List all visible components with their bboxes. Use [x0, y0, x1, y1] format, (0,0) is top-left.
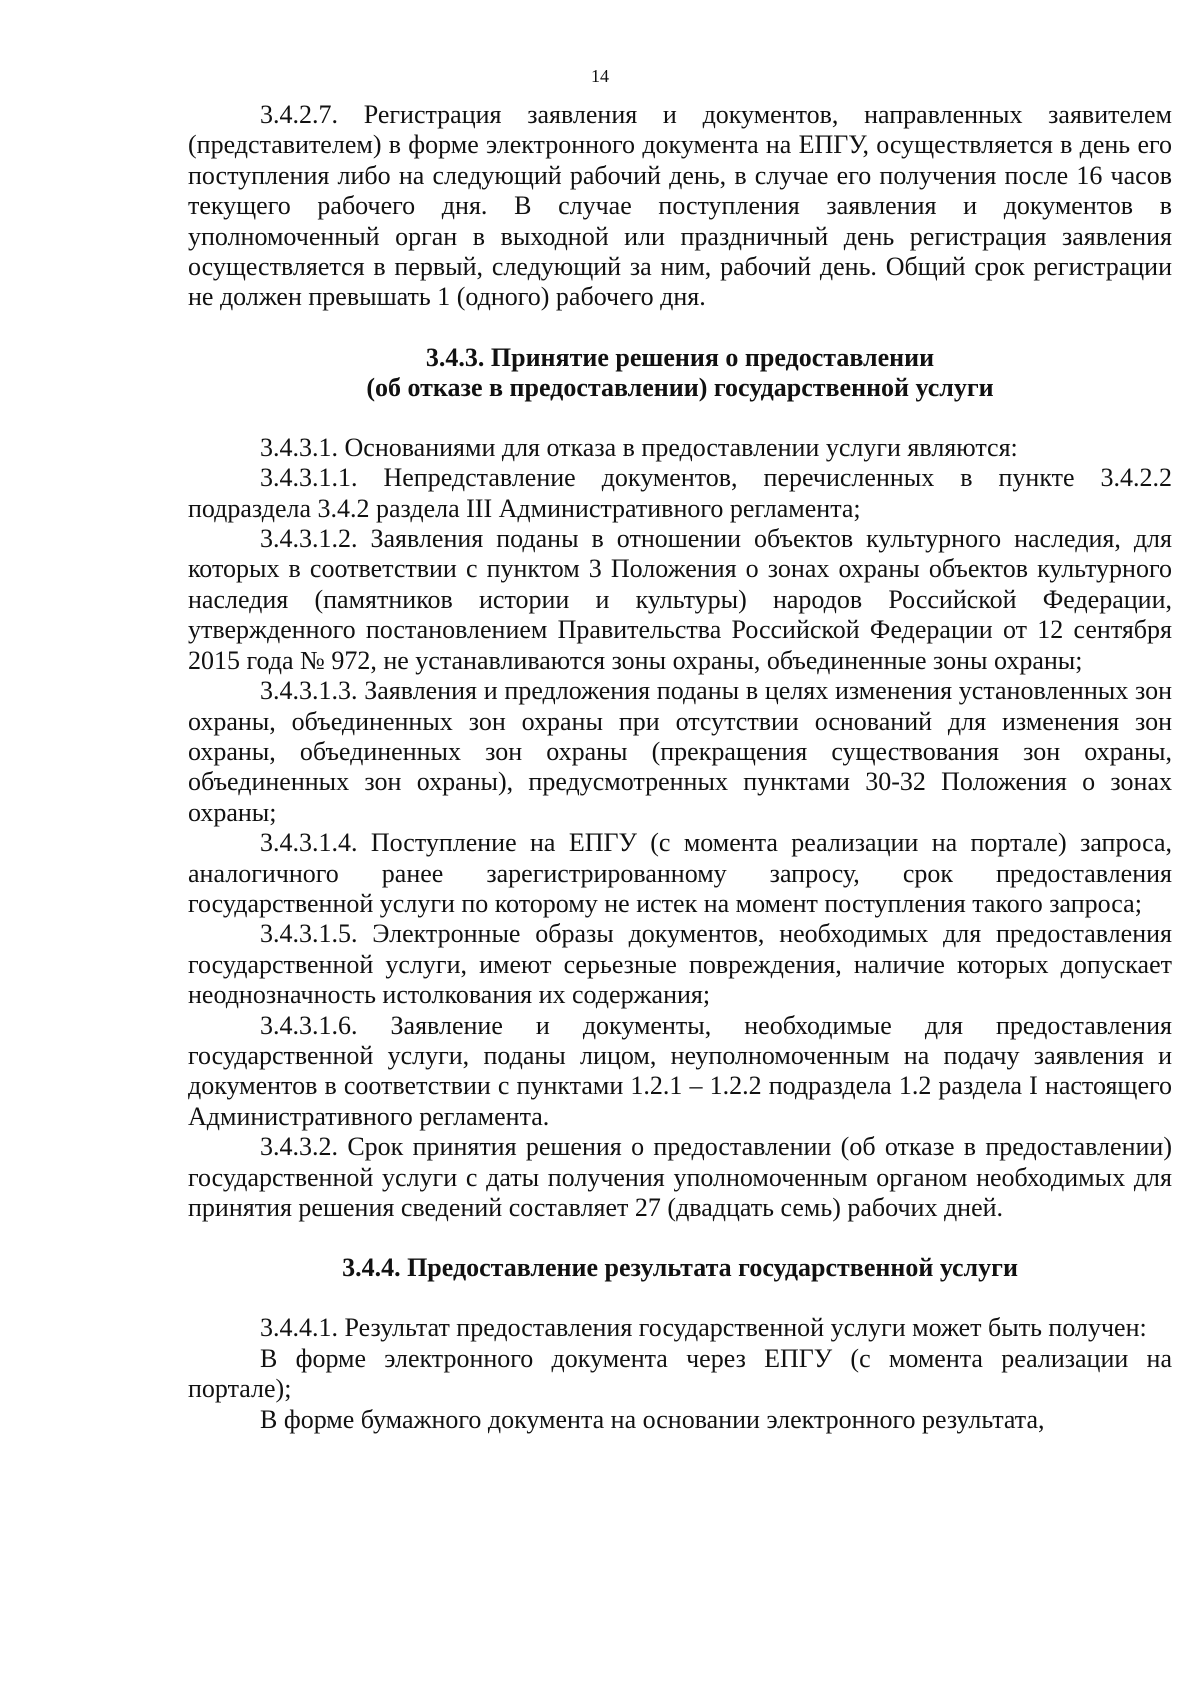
paragraph-3-4-2-7: 3.4.2.7. Регистрация заявления и документов, направленных заявителем (представителем) в форме электронного документа на ЕПГУ, осуществляется в день его поступления либо на следующий рабочий день, в случае его получения после 16 часов текущего рабочего дня. В случае поступления заявления и документов в уполномоченный орган в выходной или праздничный день регистрация заявления осуществляется в первый, следующий за ним, рабочий день. Общий срок регистрации не должен превышать 1 (одного) рабочего дня.: [188, 100, 1172, 312]
paragraph-electronic-form: В форме электронного документа через ЕПГУ (с момента реализации на портале);: [188, 1343, 1172, 1404]
section-heading-3-4-4: 3.4.4. Предоставление результата государственной услуги: [342, 1253, 1018, 1283]
paragraph-3-4-3-1-6: 3.4.3.1.6. Заявление и документы, необходимые для предоставления государственной услуги, поданы лицом, неуполномоченным на подачу заявления и документов в соответствии с пунктами 1.2.1 – 1.2.2 подраздела 1.2 раздела I настоящего Административного регламента.: [188, 1010, 1172, 1131]
paragraph-3-4-4-1: 3.4.4.1. Результат предоставления государственной услуги может быть получен:: [260, 1313, 1147, 1343]
paragraph-3-4-3-1: 3.4.3.1. Основаниями для отказа в предоставлении услуги являются:: [260, 432, 1018, 462]
paragraph-3-4-3-1-3: 3.4.3.1.3. Заявления и предложения поданы в целях изменения установленных зон охраны, объединенных зон охраны при отсутствии оснований для изменения зон охраны, объединенных зон охраны (прекращения существования зон охраны, объединенных зон охраны), предусмотренных пунктами 30-32 Положения о зонах охраны;: [188, 676, 1172, 827]
paragraph-3-4-3-1-1: 3.4.3.1.1. Непредставление документов, перечисленных в пункте 3.4.2.2 подраздела 3.4.2 раздела III Административного регламента;: [188, 463, 1172, 523]
paragraph-3-4-3-2: 3.4.3.2. Срок принятия решения о предоставлении (об отказе в предоставлении) государственной услуги с даты получения уполномоченным органом необходимых для принятия решения сведений составляет 27 (двадцать семь) рабочих дней.: [188, 1132, 1172, 1222]
heading-line-1: 3.4.3. Принятие решения о предоставлении: [425, 342, 935, 372]
paragraph-3-4-3-1-5: 3.4.3.1.5. Электронные образы документов, необходимых для предоставления государственной услуги, имеют серьезные повреждения, наличие которых допускает неоднозначность истолкования их содержания;: [188, 919, 1172, 1010]
paragraph-paper-form: В форме бумажного документа на основании электронного результата,: [260, 1404, 1045, 1434]
section-heading-3-4-3: [188, 343, 1172, 403]
page-number: 14: [591, 66, 609, 86]
paragraph-3-4-3-1-4: 3.4.3.1.4. Поступление на ЕПГУ (с момента реализации на портале) запроса, аналогичного ранее зарегистрированному запросу, срок предоставления государственной услуги по которому не истек на момент поступления такого запроса;: [188, 828, 1172, 918]
document-body: [188, 100, 1172, 1435]
heading-line-2: (об отказе в предоставлении) государственной услуги: [366, 372, 994, 402]
paragraph-3-4-3-1-2: 3.4.3.1.2. Заявления поданы в отношении объектов культурного наследия, для которых в соответствии с пунктом 3 Положения о зонах охраны объектов культурного наследия (памятников истории и культуры) народов Российской Федерации, утвержденного постановлением Правительства Российской Федерации от 12 сентября 2015 года № 972, не устанавливаются зоны охраны, объединенные зоны охраны;: [188, 524, 1172, 675]
